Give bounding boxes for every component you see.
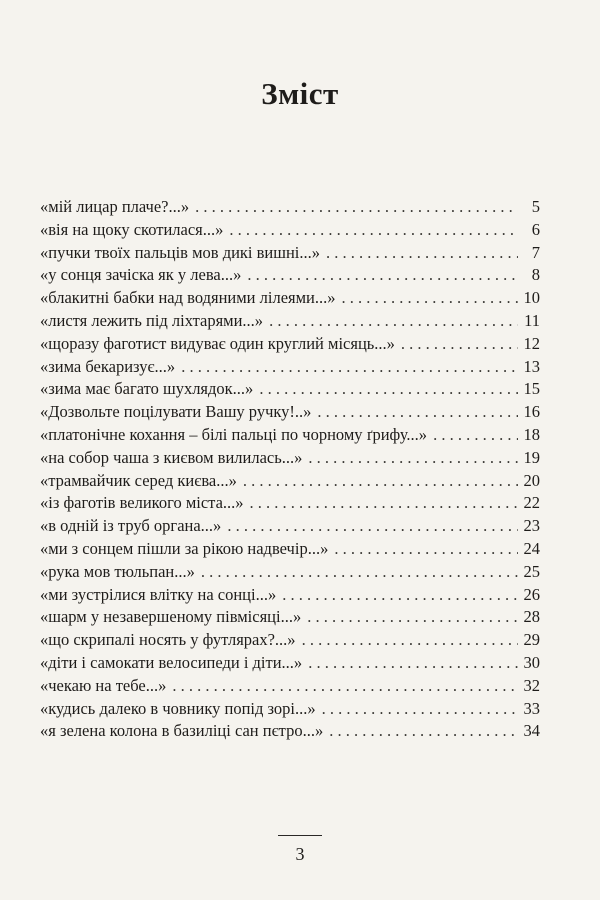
toc-entry-page: 8 xyxy=(531,265,540,285)
toc-entry-page: 25 xyxy=(523,561,540,581)
dot-leader xyxy=(401,333,518,356)
toc-entry-title: «трамвайчик серед києва...» xyxy=(40,470,237,490)
toc-entry xyxy=(40,264,540,287)
toc-entry-title: «ми зустрілися влітку на сонці...» xyxy=(40,584,277,604)
dot-leader xyxy=(269,310,518,333)
toc-entry xyxy=(40,652,540,675)
toc-entry xyxy=(40,242,540,265)
toc-entry-page: 23 xyxy=(523,516,540,536)
folio-rule xyxy=(278,835,322,836)
toc-entry xyxy=(40,219,540,242)
dot-leader xyxy=(322,698,518,721)
toc-entry xyxy=(40,538,540,561)
toc-entry-title: «із фаготів великого міста...» xyxy=(40,493,244,513)
toc-entry-title: «пучки твоїх пальців мов дикі вишні...» xyxy=(40,242,321,262)
toc-entry-page: 7 xyxy=(531,242,540,262)
toc-entry xyxy=(40,584,540,607)
toc-entry-page: 34 xyxy=(523,721,540,741)
dot-leader xyxy=(201,561,518,584)
toc-entry-page: 11 xyxy=(524,310,540,330)
dot-leader xyxy=(302,629,518,652)
toc-entry-page: 6 xyxy=(531,219,540,239)
toc-entry-title: «на собор чаша з києвом вилилась...» xyxy=(40,447,303,467)
dot-leader xyxy=(307,606,517,629)
dot-leader xyxy=(243,470,518,493)
dot-leader xyxy=(308,447,517,470)
dot-leader xyxy=(334,538,517,561)
toc-entry-title: «зима має багато шухлядок...» xyxy=(40,379,254,399)
toc-entry xyxy=(40,333,540,356)
table-of-contents xyxy=(40,196,540,743)
dot-leader xyxy=(342,287,518,310)
toc-entry-title: «рука мов тюльпан...» xyxy=(40,561,195,581)
toc-entry-page: 20 xyxy=(523,470,540,490)
toc-entry-page: 30 xyxy=(523,652,540,672)
page-title: Зміст xyxy=(261,76,339,111)
toc-entry-title: «чекаю на тебе...» xyxy=(40,675,167,695)
toc-entry-page: 22 xyxy=(523,493,540,513)
dot-leader xyxy=(250,492,518,515)
toc-entry-page: 24 xyxy=(523,538,540,558)
toc-entry xyxy=(40,675,540,698)
toc-entry-title: «я зелена колона в базиліці сан пєтро...» xyxy=(40,721,324,741)
toc-entry-title: «зима бекаризує...» xyxy=(40,356,176,376)
toc-entry-title: «листя лежить під ліхтарями...» xyxy=(40,310,264,330)
toc-entry-page: 18 xyxy=(523,424,540,444)
toc-entry-page: 29 xyxy=(523,630,540,650)
dot-leader xyxy=(227,515,517,538)
toc-entry-title: «кудись далеко в човнику попід зорі...» xyxy=(40,698,316,718)
toc-entry-page: 13 xyxy=(523,356,540,376)
dot-leader xyxy=(326,242,518,265)
dot-leader xyxy=(433,424,517,447)
dot-leader xyxy=(195,196,518,219)
toc-entry-title: «ми з сонцем пішли за рікою надвечір...» xyxy=(40,538,329,558)
dot-leader xyxy=(282,584,517,607)
dot-leader xyxy=(308,652,517,675)
toc-entry xyxy=(40,492,540,515)
toc-entry-page: 32 xyxy=(523,675,540,695)
toc-entry-title: «що скрипалі носять у футлярах?...» xyxy=(40,630,296,650)
toc-entry-page: 28 xyxy=(523,607,540,627)
toc-entry-title: «в одній із труб органа...» xyxy=(40,516,222,536)
toc-entry-page: 12 xyxy=(523,333,540,353)
toc-entry-title: «мій лицар плаче?...» xyxy=(40,197,190,216)
toc-entry xyxy=(40,606,540,629)
toc-entry-page: 16 xyxy=(523,402,540,422)
dot-leader xyxy=(229,219,518,242)
toc-entry-title: «Дозвольте поцілувати Вашу ручку!..» xyxy=(40,402,312,422)
toc-entry-title: «діти і самокати велосипеди і діти...» xyxy=(40,652,303,672)
toc-entry xyxy=(40,287,540,310)
dot-leader xyxy=(317,401,517,424)
toc-entry xyxy=(40,356,540,379)
toc-entry xyxy=(40,401,540,424)
toc-entry-title: «щоразу фаготист видуває один круглий місяць...» xyxy=(40,333,395,353)
toc-entry xyxy=(40,378,540,401)
toc-entry xyxy=(40,447,540,470)
toc-entry xyxy=(40,720,540,743)
toc-entry xyxy=(40,470,540,493)
toc-entry-page: 33 xyxy=(523,698,540,718)
toc-entry-title: «вія на щоку скотилася...» xyxy=(40,219,224,239)
toc-entry-page: 10 xyxy=(523,288,540,308)
toc-entry-title: «у сонця зачіска як у лева...» xyxy=(40,265,242,285)
toc-entry xyxy=(40,698,540,721)
dot-leader xyxy=(181,356,517,379)
toc-entry-page: 5 xyxy=(531,197,540,216)
toc-entry-title: «блакитні бабки над водяними лілеями...» xyxy=(40,288,336,308)
toc-entry-title: «шарм у незавершеному півмісяці...» xyxy=(40,607,302,627)
page-number: 3 xyxy=(295,844,305,864)
toc-entry xyxy=(40,310,540,333)
toc-entry xyxy=(40,515,540,538)
toc-entry-page: 15 xyxy=(523,379,540,399)
toc-entry xyxy=(40,561,540,584)
toc-entry xyxy=(40,629,540,652)
toc-entry-title: «платонічне кохання – білі пальці по чорному ґрифу...» xyxy=(40,424,428,444)
toc-entry-page: 26 xyxy=(523,584,540,604)
dot-leader xyxy=(172,675,517,698)
dot-leader xyxy=(247,264,518,287)
toc-entry-page: 19 xyxy=(523,447,540,467)
toc-entry xyxy=(40,424,540,447)
dot-leader xyxy=(259,378,517,401)
dot-leader xyxy=(329,720,517,743)
toc-entry xyxy=(40,196,540,219)
